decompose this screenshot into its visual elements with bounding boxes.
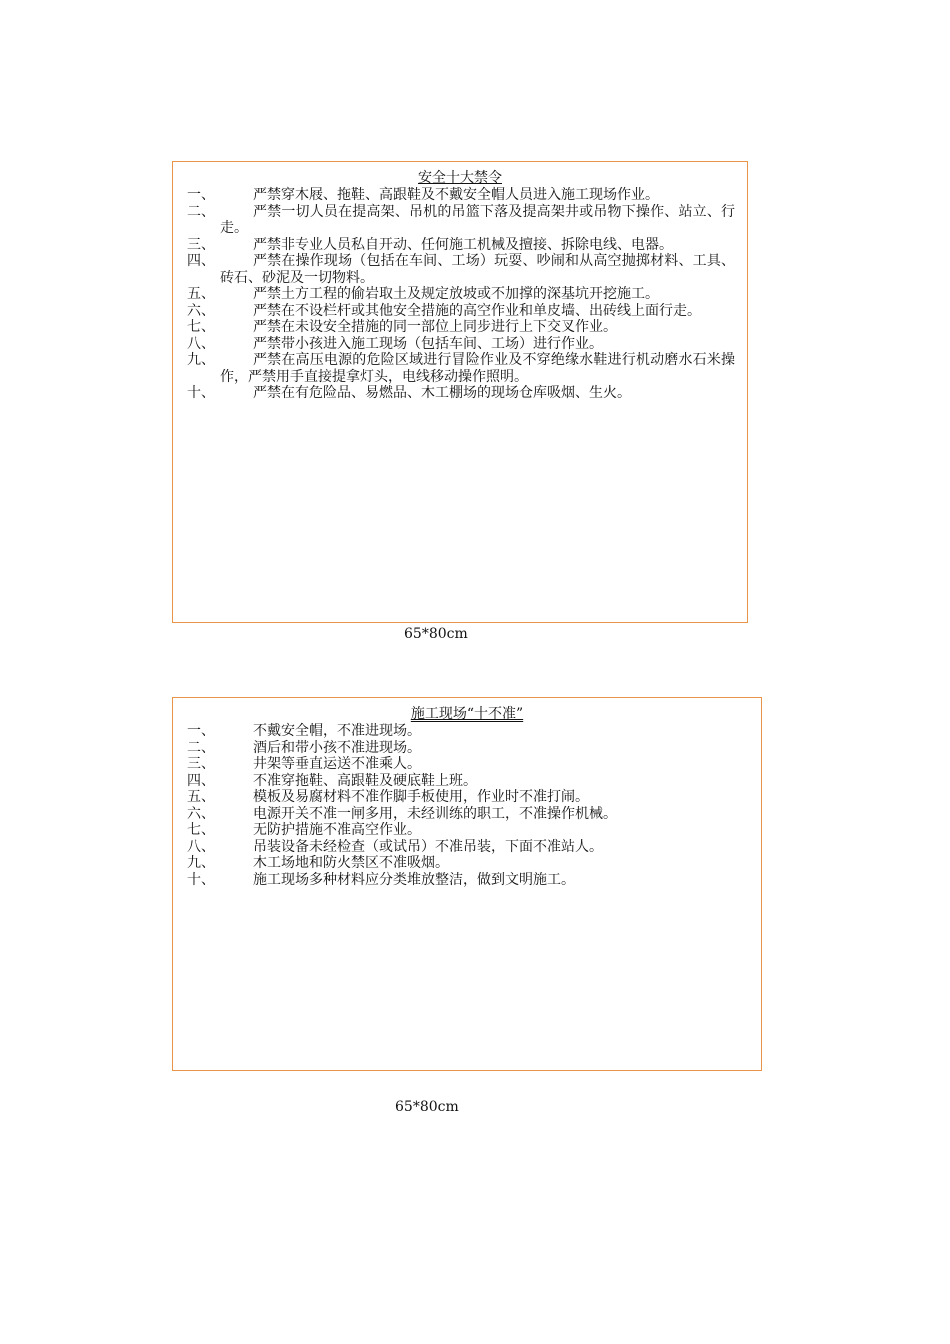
site-ten-rules-panel xyxy=(172,697,762,1071)
rule-text: 无防护措施不准高空作业。 xyxy=(253,822,421,838)
rule-number: 七、 xyxy=(187,319,215,335)
rule-number: 七、 xyxy=(187,822,215,838)
rule-item xyxy=(187,187,735,204)
rule-number: 五、 xyxy=(187,789,215,805)
rule-text: 模板及易腐材料不准作脚手板使用，作业时不准打闹。 xyxy=(253,789,589,805)
rule-number: 八、 xyxy=(187,335,215,352)
panel-title: 施工现场“十不准” xyxy=(410,706,524,722)
rule-text: 不戴安全帽，不准进现场。 xyxy=(253,723,421,739)
rule-number: 四、 xyxy=(187,772,215,789)
rule-item xyxy=(187,773,749,790)
rule-text: 严禁在有危险品、易燃品、木工棚场的现场仓库吸烟、生火。 xyxy=(253,385,631,401)
rule-item xyxy=(187,286,735,303)
rule-text: 木工场地和防火禁区不准吸烟。 xyxy=(253,855,449,871)
rule-number: 二、 xyxy=(187,739,215,756)
size-label: 65*80cm xyxy=(395,1099,459,1115)
rule-text: 不准穿拖鞋、高跟鞋及硬底鞋上班。 xyxy=(253,772,477,789)
rule-item xyxy=(187,237,735,254)
rule-number: 一、 xyxy=(187,723,215,739)
rule-item xyxy=(187,740,749,757)
rule-number: 五、 xyxy=(187,286,215,302)
rule-list xyxy=(173,187,747,402)
rule-item xyxy=(187,385,735,402)
rule-list xyxy=(173,723,761,888)
rule-number: 三、 xyxy=(187,756,215,772)
rule-item xyxy=(187,756,749,773)
size-label: 65*80cm xyxy=(404,626,468,642)
rule-number: 三、 xyxy=(187,236,215,253)
rule-number: 八、 xyxy=(187,838,215,855)
rule-text: 严禁在不设栏杆或其他安全措施的高空作业和单皮墙、出砖线上面行走。 xyxy=(253,302,701,319)
rule-item xyxy=(187,253,735,286)
rule-item xyxy=(187,723,749,740)
rule-number: 二、 xyxy=(187,203,215,220)
rule-number: 十、 xyxy=(187,385,215,401)
rule-number: 六、 xyxy=(187,805,215,822)
rule-item xyxy=(187,204,735,237)
rule-text: 严禁在高压电源的危险区域进行冒险作业及不穿绝缘水鞋进行机动磨水石米操作，严禁用手直接提拿灯头，电线移动操作照明。 xyxy=(220,352,735,385)
rule-text: 施工现场多种材料应分类堆放整洁，做到文明施工。 xyxy=(253,871,575,888)
rule-text: 严禁在操作现场（包括在车间、工场）玩耍、吵闹和从高空抛掷材料、工具、砖石、砂泥及一切物料。 xyxy=(220,253,735,286)
rule-text: 电源开关不准一闸多用，未经训练的职工，不准操作机械。 xyxy=(253,805,617,822)
rule-item xyxy=(187,789,749,806)
rule-number: 四、 xyxy=(187,253,215,269)
rule-text: 严禁非专业人员私自开动、任何施工机械及擅接、拆除电线、电器。 xyxy=(253,236,673,253)
rule-text: 严禁带小孩进入施工现场（包括车间、工场）进行作业。 xyxy=(253,335,603,352)
rule-number: 一、 xyxy=(187,187,215,203)
rule-item xyxy=(187,336,735,353)
rule-item xyxy=(187,872,749,889)
rule-item xyxy=(187,303,735,320)
rule-text: 酒后和带小孩不准进现场。 xyxy=(253,739,421,756)
panel-title: 安全十大禁令 xyxy=(418,170,502,186)
rule-item xyxy=(187,822,749,839)
rule-text: 严禁在未设安全措施的同一部位上同步进行上下交叉作业。 xyxy=(253,319,617,335)
rule-text: 井架等垂直运送不准乘人。 xyxy=(253,756,421,772)
rule-number: 十、 xyxy=(187,871,215,888)
rule-text: 严禁土方工程的偷岩取土及规定放坡或不加撑的深基坑开挖施工。 xyxy=(253,286,659,302)
rule-text: 吊装设备未经检查（或试吊）不准吊装，下面不准站人。 xyxy=(253,838,603,855)
rule-text: 严禁穿木屐、拖鞋、高跟鞋及不戴安全帽人员进入施工现场作业。 xyxy=(253,187,659,203)
rule-item xyxy=(187,855,749,872)
rule-number: 九、 xyxy=(187,352,215,368)
rule-item xyxy=(187,839,749,856)
safety-prohibitions-panel xyxy=(172,161,748,623)
rule-item xyxy=(187,352,735,385)
rule-item xyxy=(187,319,735,336)
rule-text: 严禁一切人员在提高架、吊机的吊篮下落及提高架井或吊物下操作、站立、行走。 xyxy=(220,203,735,236)
rule-number: 六、 xyxy=(187,302,215,319)
rule-number: 九、 xyxy=(187,855,215,871)
rule-item xyxy=(187,806,749,823)
